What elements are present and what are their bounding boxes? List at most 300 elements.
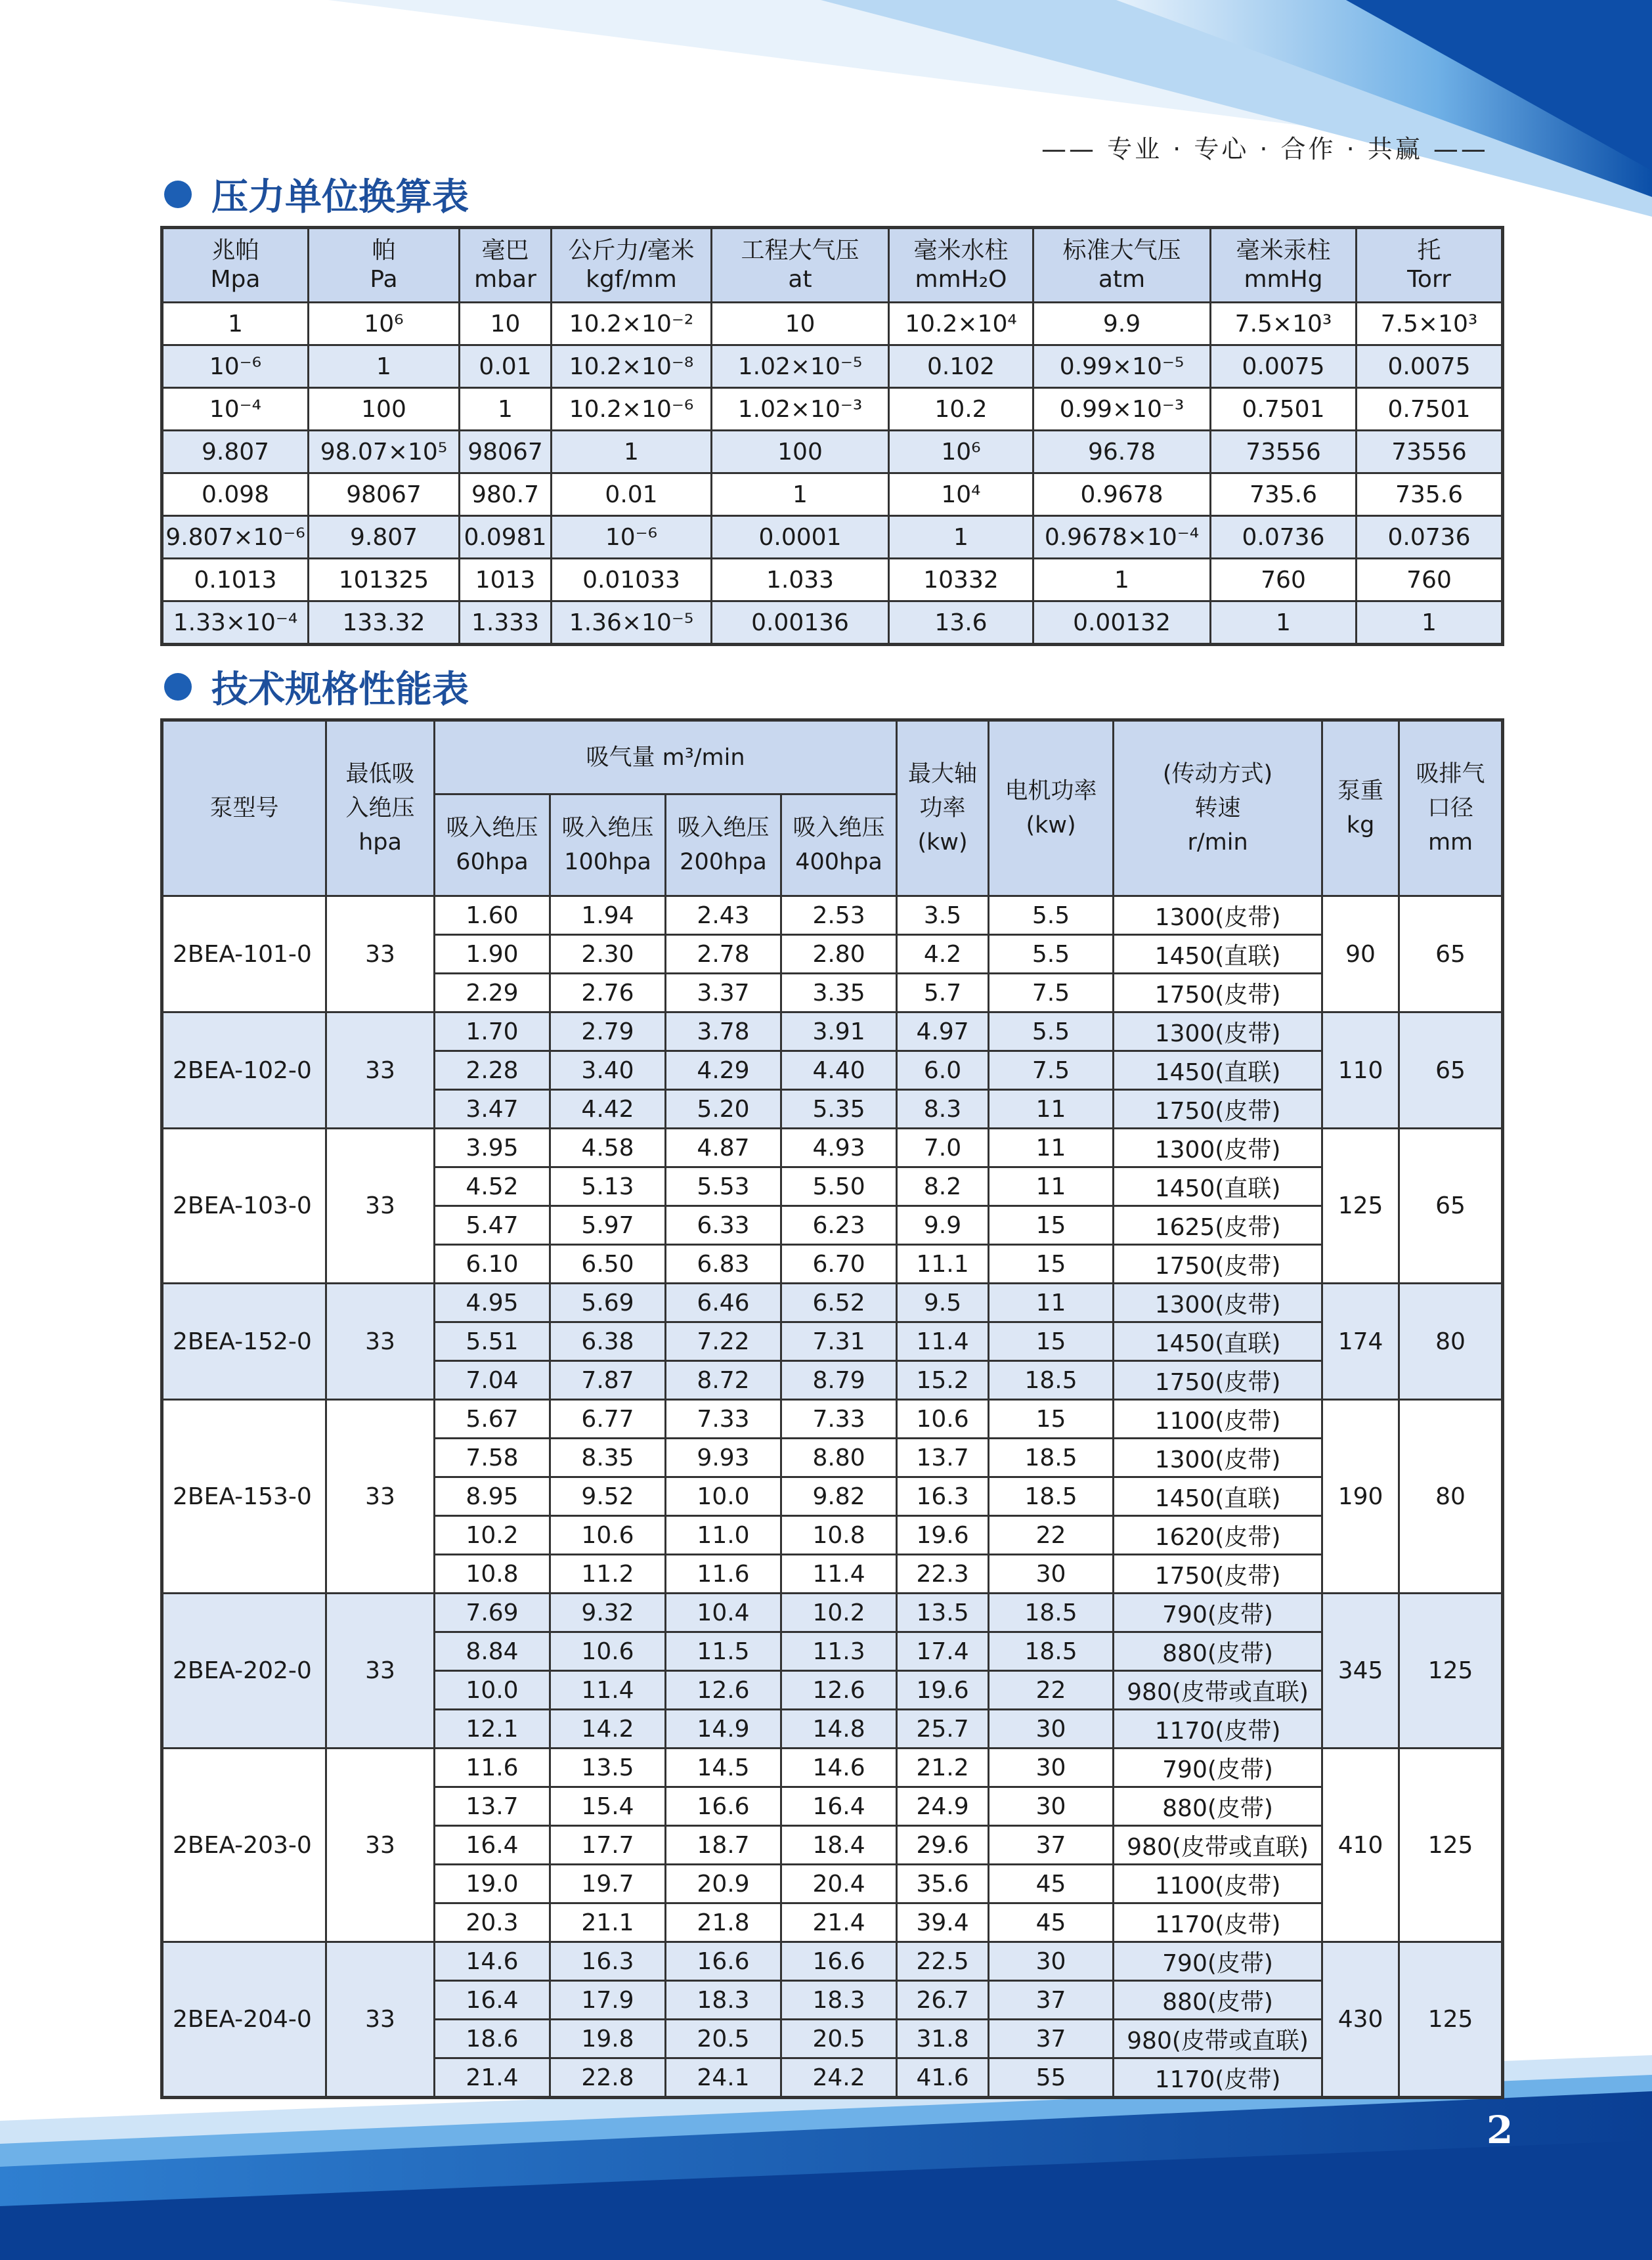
- table-cell: 7.5×10³: [1357, 303, 1503, 345]
- table-cell: 3.5: [897, 896, 989, 935]
- table-cell: 14.5: [666, 1749, 781, 1787]
- table-cell: 8.79: [781, 1361, 897, 1400]
- table-cell: 1750(皮带): [1114, 1090, 1322, 1129]
- header-line: 吸入绝压: [793, 815, 885, 842]
- table-cell: 6.10: [435, 1245, 550, 1284]
- header-weight: [1322, 720, 1399, 896]
- table-cell: 3.91: [781, 1012, 897, 1051]
- table-cell: 10.2: [889, 388, 1033, 431]
- table-cell: 1.94: [550, 896, 666, 935]
- table-cell: 18.3: [781, 1981, 897, 2020]
- table-cell: 4.42: [550, 1090, 666, 1129]
- table-cell: 20.5: [781, 2020, 897, 2058]
- table-cell: 7.31: [781, 1322, 897, 1361]
- table-cell: 10.2×10⁻²: [552, 303, 712, 345]
- header-line: 400hpa: [795, 849, 882, 876]
- table-cell: 1300(皮带): [1114, 896, 1322, 935]
- table-cell: 26.7: [897, 1981, 989, 2020]
- pressure-conversion-table: [160, 226, 1504, 646]
- table-cell: 11.1: [897, 1245, 989, 1284]
- header-line: Pa: [370, 266, 398, 293]
- table-cell: 35.6: [897, 1865, 989, 1903]
- header-flow-col: [550, 794, 666, 896]
- table-cell: 8.84: [435, 1632, 550, 1671]
- table-cell: 10.6: [550, 1632, 666, 1671]
- spec-performance-table: [160, 718, 1504, 2099]
- weight-cell: 190: [1322, 1400, 1399, 1594]
- weight-cell: 410: [1322, 1749, 1399, 1942]
- table-cell: 4.40: [781, 1051, 897, 1090]
- model-cell: 2BEA-152-0: [162, 1284, 326, 1400]
- table-cell: 10.4: [666, 1594, 781, 1632]
- table-cell: 10.0: [435, 1671, 550, 1710]
- model-group: [162, 1012, 1503, 1129]
- table-cell: 1170(皮带): [1114, 1903, 1322, 1942]
- table-cell: 0.01: [552, 473, 712, 516]
- table-cell: 10.6: [897, 1400, 989, 1439]
- table-cell: 3.78: [666, 1012, 781, 1051]
- model-group: [162, 1749, 1503, 1942]
- table-cell: 1100(皮带): [1114, 1865, 1322, 1903]
- header-line: (kw): [917, 829, 968, 856]
- table-cell: 73556: [1211, 431, 1357, 473]
- table-cell: 13.7: [435, 1787, 550, 1826]
- table-cell: 880(皮带): [1114, 1787, 1322, 1826]
- table-cell: 30: [989, 1787, 1114, 1826]
- model-cell: 2BEA-202-0: [162, 1594, 326, 1749]
- table-cell: 30: [989, 1942, 1114, 1981]
- table-cell: 4.58: [550, 1129, 666, 1167]
- table-row: [162, 431, 1503, 473]
- table-cell: 6.50: [550, 1245, 666, 1284]
- table-cell: 17.7: [550, 1826, 666, 1865]
- table-cell: 10.2: [435, 1516, 550, 1555]
- table-cell: 18.6: [435, 2020, 550, 2058]
- table-cell: 29.6: [897, 1826, 989, 1865]
- table-cell: 21.8: [666, 1903, 781, 1942]
- header-line: Mpa: [210, 266, 261, 293]
- table-cell: 10.8: [781, 1516, 897, 1555]
- table-cell: 1: [1033, 559, 1211, 601]
- table-cell: 1300(皮带): [1114, 1439, 1322, 1477]
- table-cell: 0.1013: [162, 559, 309, 601]
- table-cell: 980(皮带或直联): [1114, 1826, 1322, 1865]
- table-cell: 7.33: [781, 1400, 897, 1439]
- table-cell: 9.807: [309, 516, 460, 559]
- table-cell: 9.93: [666, 1439, 781, 1477]
- header-line: 入绝压: [345, 795, 415, 821]
- table-cell: 0.99×10⁻³: [1033, 388, 1211, 431]
- weight-cell: 174: [1322, 1284, 1399, 1400]
- table-cell: 5.51: [435, 1322, 550, 1361]
- table-cell: 3.37: [666, 974, 781, 1012]
- table-cell: 11: [989, 1167, 1114, 1206]
- header-line: 毫巴: [481, 237, 529, 264]
- table-cell: 22.5: [897, 1942, 989, 1981]
- table-cell: 2.28: [435, 1051, 550, 1090]
- table-cell: 18.5: [989, 1477, 1114, 1516]
- header-line: 吸入绝压: [446, 815, 538, 842]
- header-line: 兆帕: [211, 237, 259, 264]
- table-cell: 22: [989, 1671, 1114, 1710]
- header-line: hpa: [359, 829, 402, 856]
- table-cell: 12.6: [666, 1671, 781, 1710]
- table-cell: 18.5: [989, 1594, 1114, 1632]
- table-cell: 20.5: [666, 2020, 781, 2058]
- table-cell: 13.5: [550, 1749, 666, 1787]
- header-line: 泵重: [1337, 778, 1384, 804]
- table-cell: 98.07×10⁵: [309, 431, 460, 473]
- table-cell: 0.098: [162, 473, 309, 516]
- table-cell: 2.30: [550, 935, 666, 974]
- table-header-row: [162, 720, 1503, 794]
- table-cell: 1750(皮带): [1114, 1245, 1322, 1284]
- table-cell: 0.0001: [712, 516, 889, 559]
- table-row: [162, 896, 1503, 935]
- table-cell: 16.6: [781, 1942, 897, 1981]
- table-cell: 10.2×10⁻⁸: [552, 345, 712, 388]
- table-cell: 1450(直联): [1114, 1167, 1322, 1206]
- table-cell: 1: [712, 473, 889, 516]
- table-cell: 96.78: [1033, 431, 1211, 473]
- min-pressure-cell: 33: [326, 1594, 435, 1749]
- table-cell: 1450(直联): [1114, 1477, 1322, 1516]
- table-row: [162, 303, 1503, 345]
- table-cell: 0.7501: [1211, 388, 1357, 431]
- pressure-section-title: [164, 168, 469, 221]
- table-cell: 1: [460, 388, 552, 431]
- table-cell: 0.9678×10⁻⁴: [1033, 516, 1211, 559]
- table-cell: 1: [1211, 601, 1357, 645]
- table-row: [162, 516, 1503, 559]
- table-row: [162, 473, 1503, 516]
- model-group: [162, 1284, 1503, 1400]
- table-row: [162, 345, 1503, 388]
- table-cell: 11.4: [550, 1671, 666, 1710]
- table-cell: 5.53: [666, 1167, 781, 1206]
- table-cell: 15.4: [550, 1787, 666, 1826]
- table-cell: 13.6: [889, 601, 1033, 645]
- table-cell: 6.52: [781, 1284, 897, 1322]
- table-cell: 1: [309, 345, 460, 388]
- table-cell: 3.95: [435, 1129, 550, 1167]
- table-cell: 6.70: [781, 1245, 897, 1284]
- table-cell: 790(皮带): [1114, 1749, 1322, 1787]
- table-cell: 1: [1357, 601, 1503, 645]
- table-cell: 2.80: [781, 935, 897, 974]
- table-cell: 1.333: [460, 601, 552, 645]
- header-flow-col: [781, 794, 897, 896]
- table-cell: 18.4: [781, 1826, 897, 1865]
- table-cell: 10332: [889, 559, 1033, 601]
- table-cell: 41.6: [897, 2058, 989, 2098]
- table-cell: 11.2: [550, 1555, 666, 1594]
- bullet-icon: [164, 181, 192, 208]
- table-cell: 2.53: [781, 896, 897, 935]
- table-cell: 10.2: [781, 1594, 897, 1632]
- table-cell: 2.76: [550, 974, 666, 1012]
- table-cell: 1750(皮带): [1114, 1555, 1322, 1594]
- header-line: 毫米汞柱: [1236, 237, 1331, 264]
- page-number: 2: [1487, 2108, 1513, 2152]
- table-cell: 16.3: [550, 1942, 666, 1981]
- table-cell: 8.2: [897, 1167, 989, 1206]
- table-cell: 5.35: [781, 1090, 897, 1129]
- table-cell: 1.033: [712, 559, 889, 601]
- model-cell: 2BEA-204-0: [162, 1942, 326, 2098]
- table-cell: 1013: [460, 559, 552, 601]
- header-line: 60hpa: [456, 849, 529, 876]
- table-cell: 1: [162, 303, 309, 345]
- header-line: atm: [1098, 266, 1146, 293]
- table-cell: 24.2: [781, 2058, 897, 2098]
- table-cell: 9.807: [162, 431, 309, 473]
- pressure-header-cell: [1211, 228, 1357, 303]
- table-cell: 11.3: [781, 1632, 897, 1671]
- table-cell: 20.4: [781, 1865, 897, 1903]
- table-cell: 13.7: [897, 1439, 989, 1477]
- table-cell: 0.0736: [1211, 516, 1357, 559]
- table-cell: 5.7: [897, 974, 989, 1012]
- table-cell: 10⁴: [889, 473, 1033, 516]
- table-cell: 16.3: [897, 1477, 989, 1516]
- table-cell: 6.33: [666, 1206, 781, 1245]
- table-cell: 1170(皮带): [1114, 2058, 1322, 2098]
- table-cell: 55: [989, 2058, 1114, 2098]
- port-cell: 125: [1399, 1594, 1503, 1749]
- table-cell: 4.29: [666, 1051, 781, 1090]
- table-cell: 4.95: [435, 1284, 550, 1322]
- table-cell: 6.83: [666, 1245, 781, 1284]
- table-cell: 4.97: [897, 1012, 989, 1051]
- table-cell: 10.0: [666, 1477, 781, 1516]
- header-line: mmH₂O: [915, 266, 1007, 293]
- table-cell: 7.87: [550, 1361, 666, 1400]
- table-cell: 20.3: [435, 1903, 550, 1942]
- table-cell: 19.7: [550, 1865, 666, 1903]
- table-cell: 6.23: [781, 1206, 897, 1245]
- table-cell: 1170(皮带): [1114, 1710, 1322, 1749]
- model-cell: 2BEA-101-0: [162, 896, 326, 1012]
- table-cell: 100: [309, 388, 460, 431]
- header-line: 吸入绝压: [561, 815, 654, 842]
- table-cell: 15: [989, 1322, 1114, 1361]
- table-row: [162, 1942, 1503, 1981]
- table-row: [162, 388, 1503, 431]
- header-line: 100hpa: [564, 849, 651, 876]
- table-cell: 9.9: [1033, 303, 1211, 345]
- table-cell: 98067: [309, 473, 460, 516]
- min-pressure-cell: 33: [326, 896, 435, 1012]
- table-cell: 7.0: [897, 1129, 989, 1167]
- pressure-title-text: 压力单位换算表: [211, 176, 469, 219]
- table-cell: 880(皮带): [1114, 1981, 1322, 2020]
- table-cell: 1450(直联): [1114, 1322, 1322, 1361]
- table-cell: 1300(皮带): [1114, 1012, 1322, 1051]
- table-cell: 1300(皮带): [1114, 1129, 1322, 1167]
- port-cell: 80: [1399, 1400, 1503, 1594]
- pressure-header-cell: [309, 228, 460, 303]
- header-line: 电机功率: [1005, 778, 1097, 804]
- table-cell: 1.90: [435, 935, 550, 974]
- table-cell: 15: [989, 1245, 1114, 1284]
- table-cell: 980(皮带或直联): [1114, 1671, 1322, 1710]
- table-cell: 24.1: [666, 2058, 781, 2098]
- table-cell: 5.13: [550, 1167, 666, 1206]
- pressure-header-cell: [460, 228, 552, 303]
- table-cell: 980(皮带或直联): [1114, 2020, 1322, 2058]
- pressure-header-cell: [1033, 228, 1211, 303]
- header-line: kgf/mm: [586, 266, 677, 293]
- table-cell: 11.0: [666, 1516, 781, 1555]
- table-cell: 15.2: [897, 1361, 989, 1400]
- header-line: 帕: [372, 237, 396, 264]
- table-cell: 0.0075: [1211, 345, 1357, 388]
- weight-cell: 345: [1322, 1594, 1399, 1749]
- table-cell: 1.70: [435, 1012, 550, 1051]
- table-cell: 5.69: [550, 1284, 666, 1322]
- header-line: 口径: [1427, 795, 1474, 821]
- table-cell: 12.6: [781, 1671, 897, 1710]
- model-group: [162, 1400, 1503, 1594]
- table-cell: 9.807×10⁻⁶: [162, 516, 309, 559]
- header-line: r/min: [1187, 829, 1248, 856]
- table-cell: 13.5: [897, 1594, 989, 1632]
- header-motor-power: [989, 720, 1114, 896]
- table-cell: 22.8: [550, 2058, 666, 2098]
- table-cell: 1.02×10⁻⁵: [712, 345, 889, 388]
- table-cell: 8.80: [781, 1439, 897, 1477]
- table-cell: 3.40: [550, 1051, 666, 1090]
- table-cell: 0.102: [889, 345, 1033, 388]
- header-line: mm: [1427, 829, 1473, 856]
- table-cell: 11.6: [666, 1555, 781, 1594]
- table-cell: 7.5: [989, 974, 1114, 1012]
- table-cell: 15: [989, 1400, 1114, 1439]
- table-cell: 790(皮带): [1114, 1942, 1322, 1981]
- header-shaft-power: [897, 720, 989, 896]
- table-cell: 0.0075: [1357, 345, 1503, 388]
- table-cell: 1.02×10⁻³: [712, 388, 889, 431]
- table-cell: 3.47: [435, 1090, 550, 1129]
- header-line: 功率: [919, 795, 966, 821]
- table-cell: 18.7: [666, 1826, 781, 1865]
- table-cell: 45: [989, 1865, 1114, 1903]
- table-cell: 4.93: [781, 1129, 897, 1167]
- table-cell: 9.5: [897, 1284, 989, 1322]
- header-line: kg: [1346, 812, 1375, 838]
- table-cell: 101325: [309, 559, 460, 601]
- table-cell: 980.7: [460, 473, 552, 516]
- table-cell: 5.5: [989, 935, 1114, 974]
- table-cell: 17.4: [897, 1632, 989, 1671]
- table-cell: 10⁻⁶: [162, 345, 309, 388]
- table-cell: 1450(直联): [1114, 935, 1322, 974]
- table-cell: 7.5: [989, 1051, 1114, 1090]
- header-flow-col: [666, 794, 781, 896]
- header-line: 标准大气压: [1062, 237, 1181, 264]
- table-cell: 19.6: [897, 1516, 989, 1555]
- port-cell: 65: [1399, 896, 1503, 1012]
- table-cell: 12.1: [435, 1710, 550, 1749]
- table-row: [162, 1400, 1503, 1439]
- min-pressure-cell: 33: [326, 1284, 435, 1400]
- table-cell: 10⁶: [309, 303, 460, 345]
- port-cell: 125: [1399, 1749, 1503, 1942]
- table-cell: 16.6: [666, 1942, 781, 1981]
- table-cell: 6.46: [666, 1284, 781, 1322]
- table-cell: 4.52: [435, 1167, 550, 1206]
- table-cell: 880(皮带): [1114, 1632, 1322, 1671]
- header-min-pressure: [326, 720, 435, 896]
- table-cell: 20.9: [666, 1865, 781, 1903]
- table-cell: 30: [989, 1749, 1114, 1787]
- table-cell: 21.2: [897, 1749, 989, 1787]
- table-cell: 14.6: [781, 1749, 897, 1787]
- table-cell: 24.9: [897, 1787, 989, 1826]
- table-cell: 735.6: [1211, 473, 1357, 516]
- header-line: 托: [1417, 237, 1441, 264]
- table-cell: 760: [1211, 559, 1357, 601]
- table-cell: 1100(皮带): [1114, 1400, 1322, 1439]
- min-pressure-cell: 33: [326, 1942, 435, 2098]
- weight-cell: 125: [1322, 1129, 1399, 1284]
- table-cell: 760: [1357, 559, 1503, 601]
- table-cell: 4.2: [897, 935, 989, 974]
- table-cell: 19.0: [435, 1865, 550, 1903]
- table-row: [162, 1594, 1503, 1632]
- header-line: (kw): [1026, 812, 1076, 838]
- model-cell: 2BEA-203-0: [162, 1749, 326, 1942]
- table-cell: 2.79: [550, 1012, 666, 1051]
- port-cell: 65: [1399, 1129, 1503, 1284]
- table-cell: 133.32: [309, 601, 460, 645]
- port-cell: 125: [1399, 1942, 1503, 2098]
- table-cell: 6.38: [550, 1322, 666, 1361]
- table-cell: 15: [989, 1206, 1114, 1245]
- header-line: 转速: [1194, 795, 1241, 821]
- table-cell: 11.5: [666, 1632, 781, 1671]
- table-cell: 7.58: [435, 1439, 550, 1477]
- header-line: Torr: [1407, 266, 1451, 293]
- table-cell: 19.8: [550, 2020, 666, 2058]
- table-cell: 0.7501: [1357, 388, 1503, 431]
- table-cell: 10: [712, 303, 889, 345]
- table-cell: 7.33: [666, 1400, 781, 1439]
- min-pressure-cell: 33: [326, 1749, 435, 1942]
- min-pressure-cell: 33: [326, 1400, 435, 1594]
- table-cell: 11.6: [435, 1749, 550, 1787]
- table-cell: 10⁶: [889, 431, 1033, 473]
- table-cell: 18.5: [989, 1361, 1114, 1400]
- weight-cell: 90: [1322, 896, 1399, 1012]
- table-cell: 9.9: [897, 1206, 989, 1245]
- table-cell: 735.6: [1357, 473, 1503, 516]
- model-group: [162, 1129, 1503, 1284]
- header-line: mmHg: [1244, 266, 1323, 293]
- header-line: 公斤力/毫米: [568, 237, 695, 264]
- table-cell: 790(皮带): [1114, 1594, 1322, 1632]
- table-cell: 1.33×10⁻⁴: [162, 601, 309, 645]
- table-cell: 98067: [460, 431, 552, 473]
- table-cell: 5.20: [666, 1090, 781, 1129]
- table-cell: 30: [989, 1710, 1114, 1749]
- table-row: [162, 1749, 1503, 1787]
- slogan: —— 专业 · 专心 · 合作 · 共赢 ——: [1041, 135, 1489, 163]
- table-cell: 100: [712, 431, 889, 473]
- model-group: [162, 1942, 1503, 2098]
- table-cell: 14.9: [666, 1710, 781, 1749]
